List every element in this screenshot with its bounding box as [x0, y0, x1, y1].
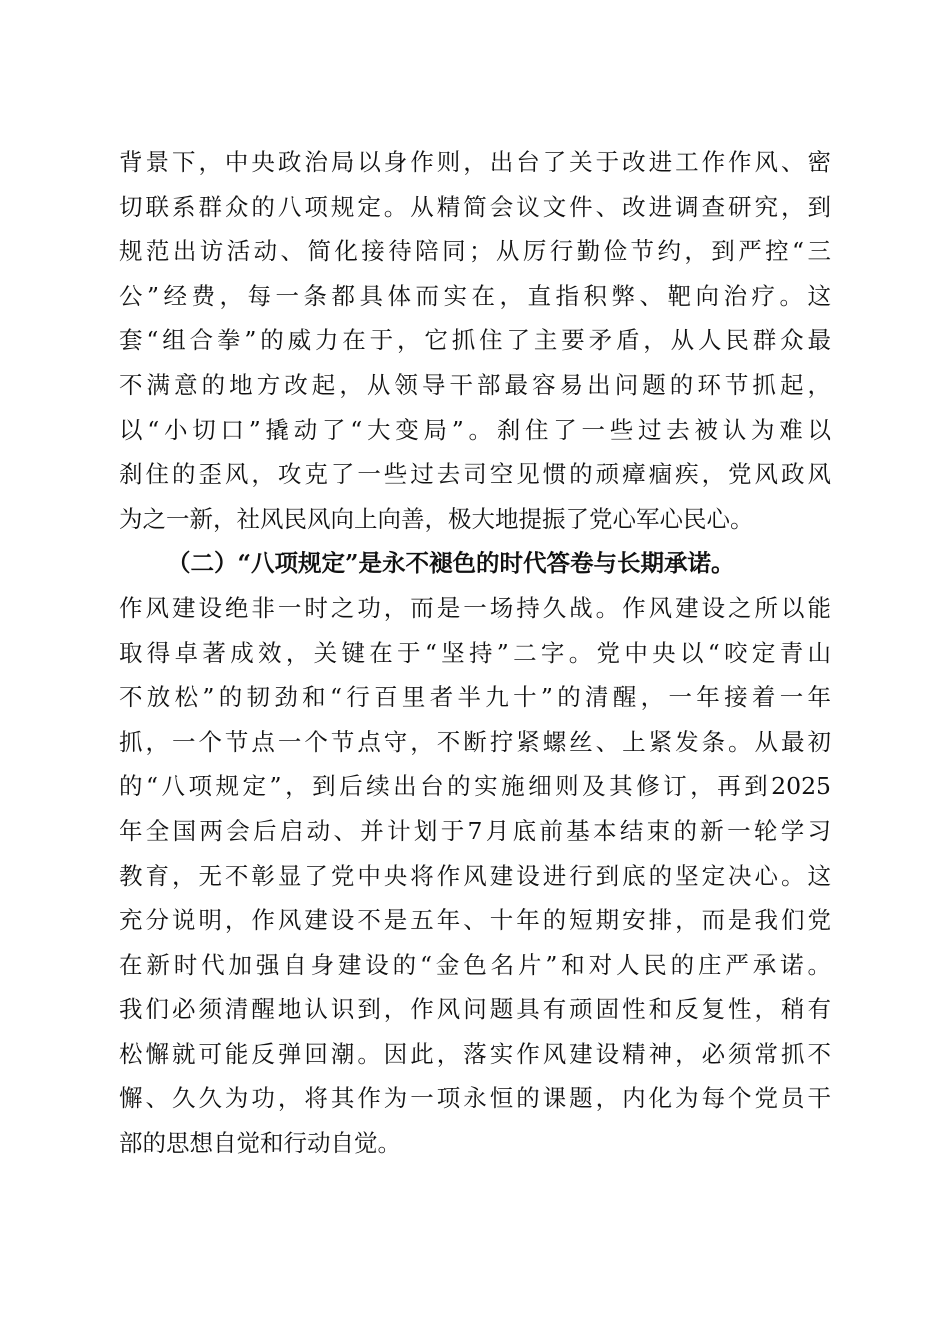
text-line: 我们必须清醒地认识到，作风问题具有顽固性和反复性，稍有: [119, 995, 831, 1024]
section-heading: （二）“八项规定”是永不褪色的时代答卷与长期承诺。: [167, 549, 735, 578]
text-line: 懈、久久为功，将其作为一项永恒的课题，内化为每个党员干: [119, 1084, 831, 1113]
paragraph-2: [119, 586, 831, 1166]
document-body: [119, 140, 831, 1166]
text-line: 不满意的地方改起，从领导干部最容易出问题的环节抓起，: [119, 370, 831, 399]
text-line: 规范出访活动、简化接待陪同；从厉行勤俭节约，到严控“三: [119, 237, 831, 266]
text-line: 套“组合拳”的威力在于，它抓住了主要矛盾，从人民群众最: [119, 326, 831, 355]
text-line: 抓，一个节点一个节点守，不断拧紧螺丝、上紧发条。从最初: [119, 727, 831, 756]
text-line: 教育，无不彰显了党中央将作风建设进行到底的坚定决心。这: [119, 861, 831, 890]
text-line: 部的思想自觉和行动自觉。: [119, 1129, 401, 1158]
text-line: 公”经费，每一条都具体而实在，直指积弊、靶向治疗。这: [119, 281, 831, 310]
text-line: 的“八项规定”，到后续出台的实施细则及其修订，再到2025: [119, 772, 831, 801]
text-line: 松懈就可能反弹回潮。因此，落实作风建设精神，必须常抓不: [119, 1039, 831, 1068]
text-line: 充分说明，作风建设不是五年、十年的短期安排，而是我们党: [119, 906, 831, 935]
text-line: 为之一新，社风民风向上向善，极大地提振了党心军心民心。: [119, 504, 754, 533]
text-line: 背景下，中央政治局以身作则，出台了关于改进工作作风、密: [119, 148, 831, 176]
text-line: 切联系群众的八项规定。从精简会议文件、改进调查研究，到: [119, 192, 831, 221]
text-line: 年全国两会后启动、并计划于7月底前基本结束的新一轮学习: [119, 816, 831, 845]
paragraph-1: [119, 140, 831, 541]
text-line: 在新时代加强自身建设的“金色名片”和对人民的庄严承诺。: [119, 950, 831, 979]
text-line: 以“小切口”撬动了“大变局”。刹住了一些过去被认为难以: [119, 415, 831, 444]
text-line: 作风建设绝非一时之功，而是一场持久战。作风建设之所以能: [119, 593, 831, 622]
text-line: 取得卓著成效，关键在于“坚持”二字。党中央以“咬定青山: [119, 638, 831, 667]
text-line: 刹住的歪风，攻克了一些过去司空见惯的顽瘴痼疾，党风政风: [119, 460, 831, 489]
text-line: 不放松”的韧劲和“行百里者半九十”的清醒，一年接着一年: [119, 683, 831, 712]
